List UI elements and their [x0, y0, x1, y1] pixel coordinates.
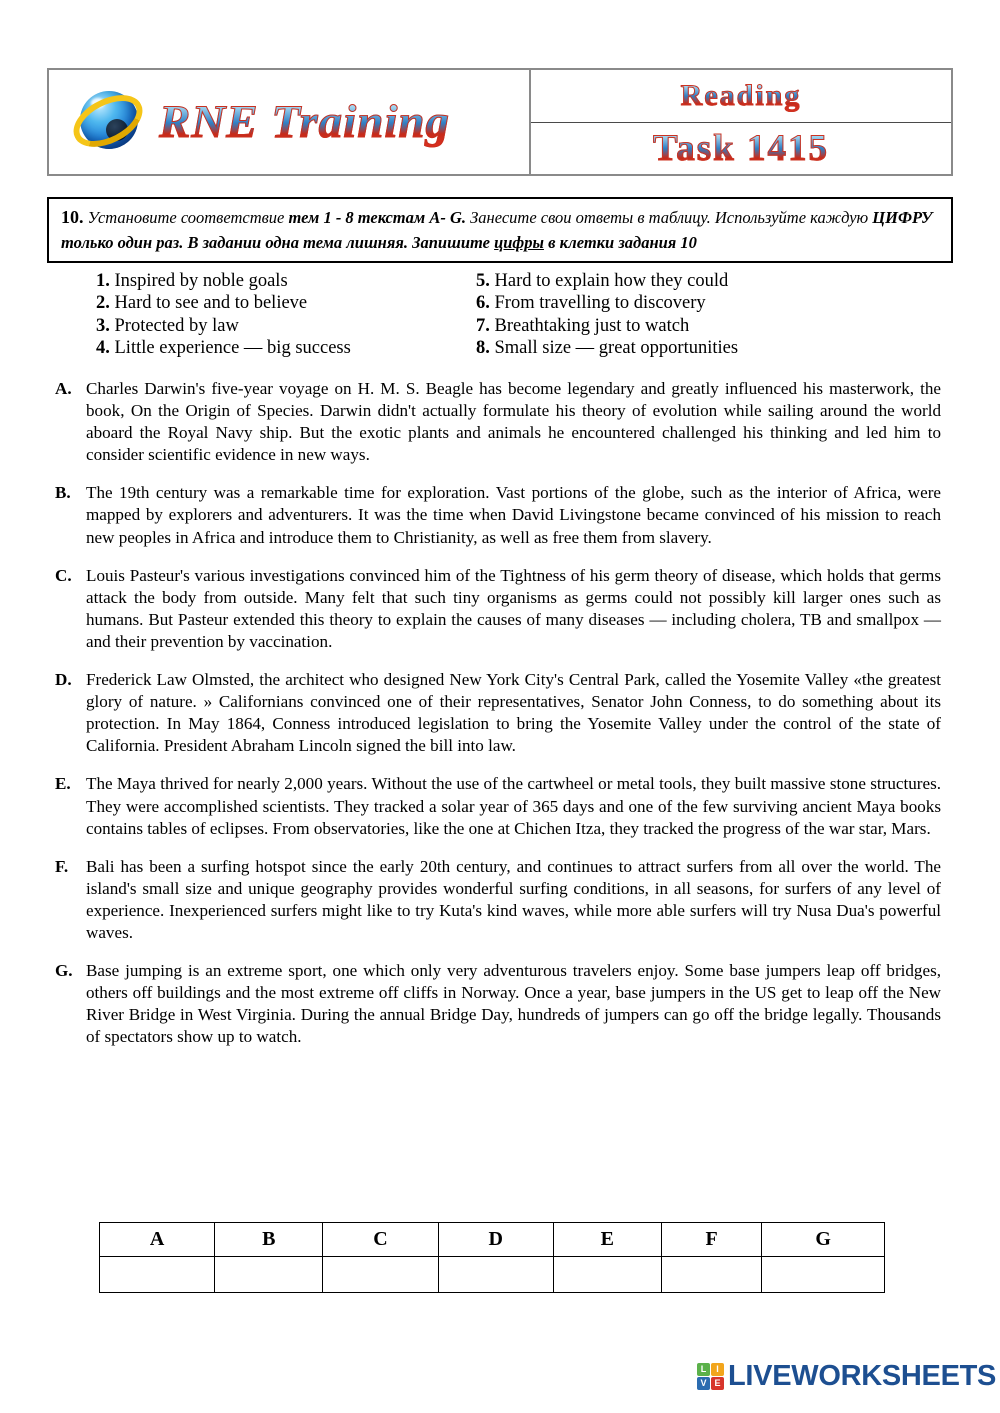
answer-cell-c[interactable] [323, 1257, 438, 1293]
answer-cell-g[interactable] [762, 1257, 885, 1293]
answer-cell-e[interactable] [553, 1257, 661, 1293]
answer-table [99, 1222, 885, 1293]
topics-column-right [476, 270, 916, 359]
brand-title: RNE Training [159, 96, 451, 148]
instruction-box [47, 197, 953, 263]
worksheet-header [47, 68, 953, 176]
topic-item [96, 292, 476, 314]
topic-item [476, 315, 916, 337]
answer-header-c: C [323, 1223, 438, 1257]
passage-a [55, 378, 941, 466]
answer-cell-f[interactable] [661, 1257, 762, 1293]
passage-text: Charles Darwin's five-year voyage on H. M. S. Beagle has become legendary and greatly influenced his masterwork, the book, On the Origin of Species. Darwin didn't actually formulate his theory of evolution while sailing around the world aboard the Royal Navy ship. But the exotic plants and animals he encountered challenged his thinking and led him to consider scientific evidence in new ways. [86, 379, 941, 465]
topic-number: 2. [96, 293, 110, 314]
topic-item [96, 337, 476, 359]
passage-letter: G. [55, 961, 73, 981]
topic-label: Protected by law [114, 315, 239, 336]
topic-number: 1. [96, 271, 110, 291]
answer-cell-a[interactable] [100, 1257, 215, 1293]
topic-label: Hard to see and to believe [114, 293, 308, 314]
topic-item [96, 315, 476, 337]
passage-e [55, 773, 941, 839]
logo-tile-v: V [697, 1377, 710, 1390]
header-section-row [531, 70, 951, 123]
topic-label: Small size — great opportunities [494, 337, 739, 358]
topic-item [96, 270, 476, 292]
answer-header-g: G [762, 1223, 885, 1257]
passage-letter: A. [55, 379, 72, 398]
passage-text: Bali has been a surfing hotspot since the early 20th century, and continues to attract surfers from all over the world. The island's small size and unique geography provides wonderful surfing conditions, in all seasons, for surfers of any level of experience. Inexperienced surfers might like to try Kuta's kind waves, while more able surfers will try Nusa Dua's powerful waves. [86, 856, 941, 942]
logo-tile-e: E [711, 1377, 724, 1390]
topic-number: 6. [476, 293, 490, 314]
topic-item [476, 292, 916, 314]
instruction-text-6: в клетки задания 10 [548, 232, 697, 252]
topic-item [476, 270, 916, 292]
topics-column-left [96, 270, 476, 359]
instruction-text-3: Занесите свои ответы в таблицу. Используйте каждую [470, 208, 869, 227]
topic-label: Inspired by noble goals [114, 271, 288, 291]
topic-number: 5. [476, 271, 490, 291]
topic-label: Little experience — big success [114, 337, 351, 358]
topic-number: 4. [96, 337, 110, 358]
passage-letter: F. [55, 856, 69, 876]
topic-item [476, 337, 916, 359]
topic-label: From travelling to discovery [494, 293, 706, 314]
passage-c [55, 565, 941, 653]
globe-icon [71, 85, 145, 159]
passage-letter: D. [55, 670, 72, 690]
section-title: Reading [680, 78, 802, 112]
reading-passages [55, 378, 941, 1064]
passage-text: Frederick Law Olmsted, the architect who designed New York City's Central Park, called the Yosemite Valley «the greatest glory of nature. » Californians convinced one of their representatives, Senator John Conness, to do something about its protection. In May 1864, Conness introduced legislation to bring the Yosemite Valley under the control of the state of California. President Abraham Lincoln signed the bill into law. [86, 670, 941, 756]
topics-list [96, 270, 916, 359]
instruction-text-2: тем 1 - 8 текстам A- G. [288, 208, 466, 227]
header-task-cell [531, 70, 951, 174]
logo-tile-l: L [697, 1363, 710, 1376]
instruction-text-5: цифры [494, 232, 544, 252]
answer-cell-d[interactable] [438, 1257, 553, 1293]
answer-header-e: E [553, 1223, 661, 1257]
topic-number: 3. [96, 315, 110, 336]
passage-letter: B. [55, 483, 71, 503]
instruction-text-4: ЦИФРУ только один раз. В задании одна тема лишняя. Запишите [61, 208, 933, 252]
passage-letter: E. [55, 774, 71, 794]
task-title: Task 1415 [652, 127, 829, 169]
answer-table-header-row [100, 1223, 885, 1257]
passage-text: The 19th century was a remarkable time for exploration. Vast portions of the globe, such as the interior of Africa, were mapped by explorers and adventurers. It was the time when David Livingstone became convinced of his mission to reach new peoples in Africa and introduce them to Christianity, as well as free them from slavery. [86, 483, 941, 547]
answer-header-f: F [661, 1223, 762, 1257]
answer-cell-b[interactable] [215, 1257, 323, 1293]
passage-b [55, 482, 941, 548]
passage-text: Louis Pasteur's various investigations convinced him of the Tightness of his germ theory of disease, which holds that germs attack the body from outside. Many felt that such tiny organisms as germs could not possibly kill larger ones such as humans. But Pasteur extended this theory to explain the causes of many diseases — including cholera, TB and smallpox — and their prevention by vaccination. [86, 565, 941, 651]
instruction-text-1: Установите соответствие [87, 208, 285, 227]
answer-header-b: B [215, 1223, 323, 1257]
header-task-row [531, 123, 951, 175]
logo-tile-i: I [711, 1363, 724, 1376]
topic-label: Hard to explain how they could [494, 271, 729, 291]
passage-letter: C. [55, 565, 72, 585]
answer-header-d: D [438, 1223, 553, 1257]
topic-number: 8. [476, 337, 490, 358]
liveworksheets-footer [697, 1362, 996, 1391]
answer-table-input-row [100, 1257, 885, 1293]
instruction-number: 10. [61, 207, 84, 227]
passage-d [55, 669, 941, 757]
liveworksheets-wordmark: LIVEWORKSHEETS [728, 1360, 997, 1392]
header-brand-cell [49, 70, 531, 174]
liveworksheets-logo-icon [697, 1363, 724, 1390]
passage-text: Base jumping is an extreme sport, one which only very adventurous travelers enjoy. Some base jumpers leap off bridges, others off buildings and the most extreme off cliffs in Norway. Once a year, base jumpers in the US get to leap off the New River Bridge in West Virginia. During the annual Bridge Day, hundreds of jumpers can go off the bridge legally. Thousands of spectators show up to watch. [86, 961, 941, 1047]
passage-text: The Maya thrived for nearly 2,000 years. Without the use of the cartwheel or metal tools, they built massive stone structures. They were accomplished scientists. They tracked a solar year of 365 days and one of the few surviving ancient Maya books contains tables of eclipses. From observatories, like the one at Chichen Itza, they tracked the progress of the war star, Mars. [86, 774, 941, 838]
answer-header-a: A [100, 1223, 215, 1257]
passage-f [55, 856, 941, 944]
passage-g [55, 960, 941, 1048]
topic-number: 7. [476, 315, 490, 336]
topic-label: Breathtaking just to watch [494, 315, 690, 336]
